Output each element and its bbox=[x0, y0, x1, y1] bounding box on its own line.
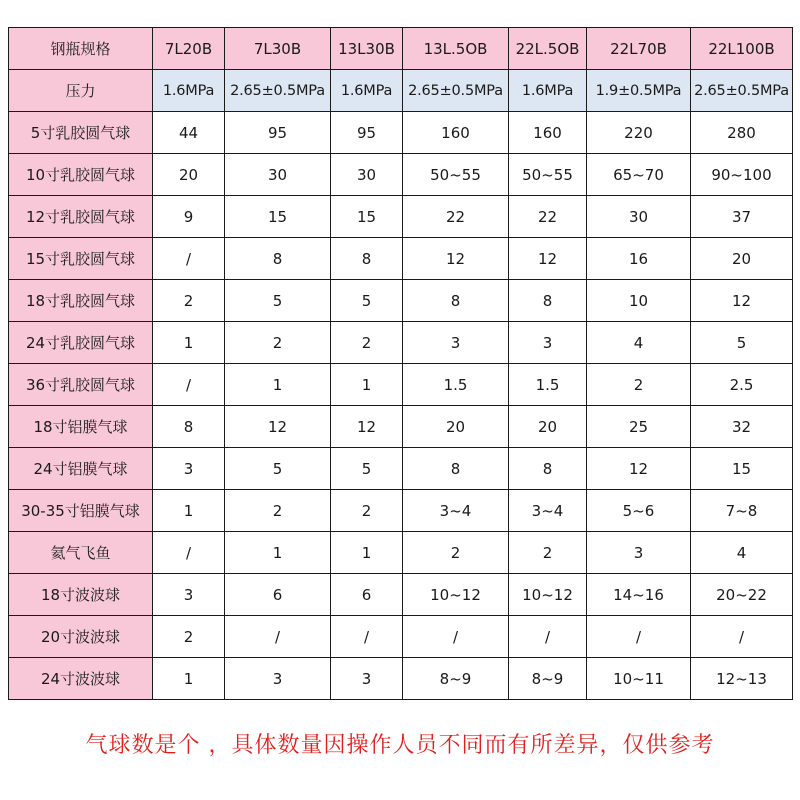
table-row bbox=[9, 238, 793, 280]
balloon-count-cell: 10~11 bbox=[587, 658, 691, 700]
balloon-type-cell: 氦气飞鱼 bbox=[9, 532, 153, 574]
balloon-count-cell: 15 bbox=[225, 196, 331, 238]
balloon-type-cell: 20寸波波球 bbox=[9, 616, 153, 658]
balloon-count-cell: 8~9 bbox=[403, 658, 509, 700]
table-row bbox=[9, 280, 793, 322]
cylinder-header-cell: 22L.5OB bbox=[509, 28, 587, 70]
balloon-count-cell: 10~12 bbox=[509, 574, 587, 616]
balloon-count-cell: 2 bbox=[331, 490, 403, 532]
balloon-type-cell: 30-35寸铝膜气球 bbox=[9, 490, 153, 532]
balloon-count-cell: 4 bbox=[587, 322, 691, 364]
balloon-count-cell: / bbox=[509, 616, 587, 658]
balloon-count-cell: 30 bbox=[587, 196, 691, 238]
balloon-type-cell: 18寸波波球 bbox=[9, 574, 153, 616]
table-row bbox=[9, 112, 793, 154]
cylinder-header-cell: 7L20B bbox=[153, 28, 225, 70]
balloon-count-cell: 3 bbox=[331, 658, 403, 700]
balloon-count-cell: 280 bbox=[691, 112, 793, 154]
table-row bbox=[9, 616, 793, 658]
balloon-count-cell: 9 bbox=[153, 196, 225, 238]
balloon-count-cell: 12 bbox=[331, 406, 403, 448]
balloon-count-cell: 5 bbox=[331, 448, 403, 490]
balloon-count-cell: 30 bbox=[331, 154, 403, 196]
balloon-type-cell: 5寸乳胶圆气球 bbox=[9, 112, 153, 154]
balloon-count-cell: 3 bbox=[153, 574, 225, 616]
balloon-count-cell: 1.5 bbox=[509, 364, 587, 406]
balloon-type-cell: 24寸铝膜气球 bbox=[9, 448, 153, 490]
pressure-value-cell: 1.6MPa bbox=[331, 70, 403, 112]
balloon-count-cell: 2 bbox=[403, 532, 509, 574]
balloon-count-cell: 32 bbox=[691, 406, 793, 448]
balloon-count-cell: 3 bbox=[509, 322, 587, 364]
balloon-type-cell: 10寸乳胶圆气球 bbox=[9, 154, 153, 196]
balloon-count-cell: 8 bbox=[331, 238, 403, 280]
balloon-count-cell: 65~70 bbox=[587, 154, 691, 196]
balloon-count-cell: 16 bbox=[587, 238, 691, 280]
balloon-count-cell: 5 bbox=[691, 322, 793, 364]
balloon-count-cell: 12~13 bbox=[691, 658, 793, 700]
balloon-count-cell: / bbox=[153, 532, 225, 574]
balloon-count-cell: 90~100 bbox=[691, 154, 793, 196]
balloon-count-cell: 20 bbox=[691, 238, 793, 280]
balloon-count-cell: 3~4 bbox=[509, 490, 587, 532]
balloon-count-cell: 6 bbox=[225, 574, 331, 616]
balloon-count-cell: 12 bbox=[509, 238, 587, 280]
table-row bbox=[9, 490, 793, 532]
balloon-count-cell: 12 bbox=[691, 280, 793, 322]
balloon-count-cell: 160 bbox=[403, 112, 509, 154]
balloon-count-cell: 15 bbox=[331, 196, 403, 238]
table-row bbox=[9, 196, 793, 238]
balloon-count-cell: 7~8 bbox=[691, 490, 793, 532]
balloon-count-cell: 2.5 bbox=[691, 364, 793, 406]
balloon-count-cell: 3~4 bbox=[403, 490, 509, 532]
table-row bbox=[9, 532, 793, 574]
balloon-count-cell: 10 bbox=[587, 280, 691, 322]
balloon-count-cell: 20 bbox=[153, 154, 225, 196]
balloon-count-cell: 20 bbox=[403, 406, 509, 448]
table-row bbox=[9, 658, 793, 700]
pressure-value-cell: 2.65±0.5MPa bbox=[225, 70, 331, 112]
balloon-type-cell: 36寸乳胶圆气球 bbox=[9, 364, 153, 406]
balloon-count-cell: 20~22 bbox=[691, 574, 793, 616]
balloon-count-cell: / bbox=[403, 616, 509, 658]
balloon-count-cell: 2 bbox=[509, 532, 587, 574]
balloon-count-cell: 1 bbox=[153, 490, 225, 532]
balloon-count-cell: 14~16 bbox=[587, 574, 691, 616]
balloon-count-cell: 3 bbox=[403, 322, 509, 364]
balloon-count-cell: 220 bbox=[587, 112, 691, 154]
balloon-count-cell: / bbox=[153, 364, 225, 406]
balloon-count-cell: 1 bbox=[153, 658, 225, 700]
balloon-count-cell: 8 bbox=[509, 280, 587, 322]
balloon-count-cell: 15 bbox=[691, 448, 793, 490]
balloon-count-cell: 95 bbox=[225, 112, 331, 154]
balloon-count-cell: 2 bbox=[225, 490, 331, 532]
balloon-count-cell: 1 bbox=[153, 322, 225, 364]
cylinder-header-cell: 7L30B bbox=[225, 28, 331, 70]
balloon-count-cell: 3 bbox=[225, 658, 331, 700]
balloon-count-cell: 2 bbox=[153, 616, 225, 658]
balloon-count-cell: 8 bbox=[509, 448, 587, 490]
balloon-count-cell: 1 bbox=[331, 364, 403, 406]
header-label-cell: 钢瓶规格 bbox=[9, 28, 153, 70]
balloon-count-cell: 12 bbox=[587, 448, 691, 490]
balloon-count-cell: 25 bbox=[587, 406, 691, 448]
balloon-count-cell: 8 bbox=[153, 406, 225, 448]
cylinder-header-cell: 13L.5OB bbox=[403, 28, 509, 70]
table-row bbox=[9, 364, 793, 406]
balloon-count-cell: 22 bbox=[403, 196, 509, 238]
balloon-count-cell: 10~12 bbox=[403, 574, 509, 616]
balloon-count-cell: 8 bbox=[403, 280, 509, 322]
balloon-count-cell: 2 bbox=[225, 322, 331, 364]
balloon-type-cell: 18寸乳胶圆气球 bbox=[9, 280, 153, 322]
table-row bbox=[9, 448, 793, 490]
table-row bbox=[9, 322, 793, 364]
pressure-label-cell: 压力 bbox=[9, 70, 153, 112]
balloon-count-cell: 2 bbox=[331, 322, 403, 364]
pressure-value-cell: 1.6MPa bbox=[509, 70, 587, 112]
table-row bbox=[9, 406, 793, 448]
table-row bbox=[9, 154, 793, 196]
balloon-type-cell: 24寸波波球 bbox=[9, 658, 153, 700]
balloon-type-cell: 12寸乳胶圆气球 bbox=[9, 196, 153, 238]
disclaimer-note: 气球数是个 ，具体数量因操作人员不同而有所差异，仅供参考 bbox=[85, 733, 715, 758]
balloon-capacity-table bbox=[8, 27, 793, 700]
pressure-row bbox=[9, 70, 793, 112]
balloon-count-cell: / bbox=[153, 238, 225, 280]
pressure-value-cell: 2.65±0.5MPa bbox=[403, 70, 509, 112]
balloon-type-cell: 15寸乳胶圆气球 bbox=[9, 238, 153, 280]
balloon-count-cell: 3 bbox=[153, 448, 225, 490]
balloon-count-cell: 5 bbox=[225, 448, 331, 490]
balloon-count-cell: 37 bbox=[691, 196, 793, 238]
pressure-value-cell: 1.9±0.5MPa bbox=[587, 70, 691, 112]
balloon-count-cell: 30 bbox=[225, 154, 331, 196]
header-row bbox=[9, 28, 793, 70]
balloon-type-cell: 24寸乳胶圆气球 bbox=[9, 322, 153, 364]
cylinder-header-cell: 22L100B bbox=[691, 28, 793, 70]
balloon-count-cell: 8 bbox=[403, 448, 509, 490]
balloon-count-cell: 20 bbox=[509, 406, 587, 448]
balloon-count-cell: 6 bbox=[331, 574, 403, 616]
balloon-count-cell: 5 bbox=[331, 280, 403, 322]
balloon-count-cell: 12 bbox=[225, 406, 331, 448]
balloon-count-cell: 50~55 bbox=[403, 154, 509, 196]
balloon-count-cell: 4 bbox=[691, 532, 793, 574]
balloon-count-cell: 5~6 bbox=[587, 490, 691, 532]
balloon-count-cell: / bbox=[331, 616, 403, 658]
balloon-count-cell: 95 bbox=[331, 112, 403, 154]
balloon-count-cell: 8~9 bbox=[509, 658, 587, 700]
balloon-count-cell: 3 bbox=[587, 532, 691, 574]
balloon-count-cell: 22 bbox=[509, 196, 587, 238]
pressure-value-cell: 1.6MPa bbox=[153, 70, 225, 112]
balloon-type-cell: 18寸铝膜气球 bbox=[9, 406, 153, 448]
balloon-count-cell: 50~55 bbox=[509, 154, 587, 196]
balloon-count-cell: 2 bbox=[587, 364, 691, 406]
pressure-value-cell: 2.65±0.5MPa bbox=[691, 70, 793, 112]
table-row bbox=[9, 574, 793, 616]
balloon-count-cell: / bbox=[587, 616, 691, 658]
balloon-count-cell: 160 bbox=[509, 112, 587, 154]
balloon-count-cell: 1 bbox=[225, 532, 331, 574]
balloon-count-cell: 44 bbox=[153, 112, 225, 154]
balloon-count-cell: / bbox=[225, 616, 331, 658]
cylinder-header-cell: 13L30B bbox=[331, 28, 403, 70]
balloon-count-cell: 1.5 bbox=[403, 364, 509, 406]
balloon-count-cell: 5 bbox=[225, 280, 331, 322]
balloon-count-cell: 12 bbox=[403, 238, 509, 280]
cylinder-header-cell: 22L70B bbox=[587, 28, 691, 70]
balloon-count-cell: 1 bbox=[225, 364, 331, 406]
balloon-count-cell: 8 bbox=[225, 238, 331, 280]
balloon-count-cell: / bbox=[691, 616, 793, 658]
balloon-count-cell: 1 bbox=[331, 532, 403, 574]
balloon-count-cell: 2 bbox=[153, 280, 225, 322]
